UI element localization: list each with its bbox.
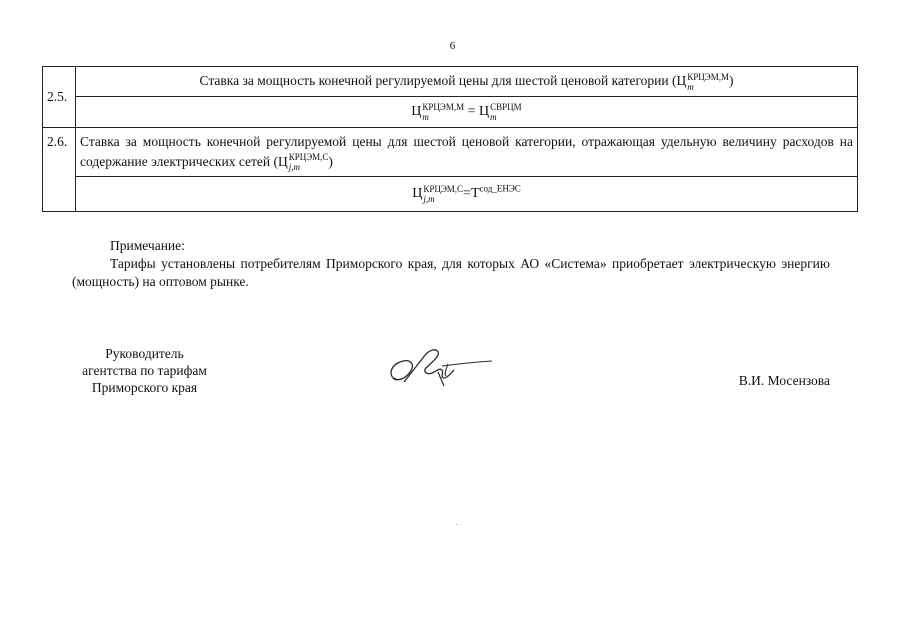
note-text: Тарифы установлены потребителям Приморского края, для которых АО «Система» приобретает электрическую энергию (мощность) на оптовом рынке. (72, 256, 830, 289)
description-close-paren: ) (728, 72, 734, 88)
description-subscript: m (687, 81, 694, 92)
signer-name: В.И. Мосензова (738, 373, 830, 388)
formula-cell (76, 177, 858, 212)
formula-lhs-subscript: j,m (423, 194, 435, 204)
formula-equals: = (463, 186, 471, 202)
page-number: 6 (449, 40, 456, 52)
description-subscript: j,m (288, 162, 300, 173)
signer-title-line: Приморского края (91, 380, 198, 395)
table-row (43, 67, 858, 97)
formula-rhs-base: Т (470, 186, 480, 202)
description-superscript: КРЦЭМ,С (288, 152, 329, 163)
description-close-paren: ) (328, 153, 333, 169)
formula-cell (76, 97, 858, 128)
table-row (43, 128, 858, 177)
formula-equals: = (464, 104, 480, 120)
signer-title-line: Руководитель (105, 346, 184, 361)
table-row (43, 177, 858, 212)
tariff-table (42, 66, 858, 212)
scan-speck (456, 524, 457, 525)
note-title: Примечание: (110, 238, 185, 253)
formula-lhs-base: Ц (412, 186, 423, 202)
signer-title (62, 345, 227, 396)
formula-rhs-superscript: СВРЦМ (490, 102, 522, 112)
description-text: Ставка за мощность конечной регулируемой цены для шестой ценовой категории (Ц (199, 72, 687, 88)
formula-lhs-base: Ц (411, 104, 422, 120)
formula-lhs-superscript: КРЦЭМ,С (423, 184, 464, 194)
formula-rhs-superscript: сод_ЕНЭС (479, 183, 521, 194)
signer-title-line: агентства по тарифам (82, 363, 207, 378)
handwritten-signature (382, 342, 497, 397)
formula-rhs-base: Ц (479, 104, 490, 120)
row-description (76, 67, 858, 97)
description-text: Ставка за мощность конечной регулируемой цены для шестой ценовой категории, отражающая удельную величину расходов на содержание электрических сетей (Ц (80, 133, 853, 169)
formula-lhs-superscript: КРЦЭМ,М (422, 102, 465, 112)
table-row (43, 97, 858, 128)
row-number: 2.6. (43, 128, 76, 212)
row-description (76, 128, 858, 177)
formula-rhs-subscript: m (490, 112, 497, 122)
description-superscript: КРЦЭМ,М (687, 71, 729, 82)
formula-lhs-subscript: m (422, 112, 429, 122)
row-number: 2.5. (43, 67, 76, 128)
